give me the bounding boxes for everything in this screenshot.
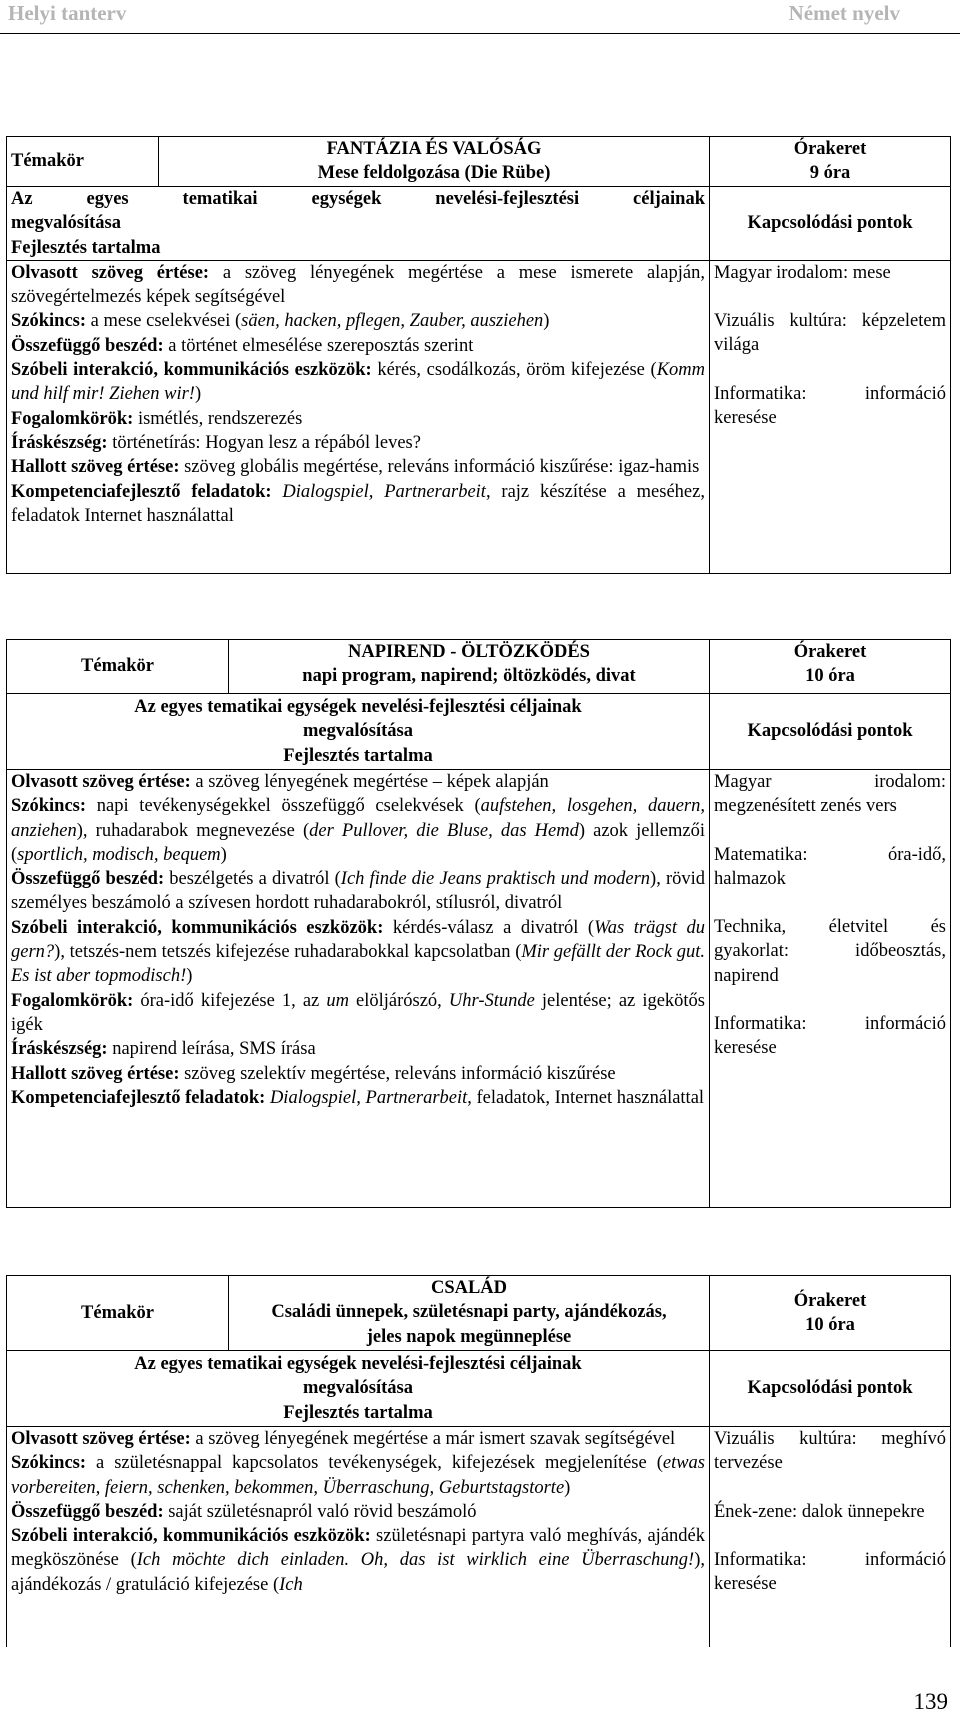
- german-example: Ich möchte dich einladen. Oh, das ist wirklich eine Überraschung!: [136, 1550, 695, 1571]
- paragraph-label: Hallott szöveg értése:: [11, 457, 180, 478]
- paragraph-text: ): [220, 844, 227, 865]
- content-paragraph: [11, 431, 705, 455]
- content-paragraph: [11, 1062, 705, 1086]
- content-paragraph: [11, 1427, 705, 1451]
- paragraph-label: Szóbeli interakció, kommunikációs eszközök:: [11, 1526, 371, 1547]
- content-cell: [7, 1427, 710, 1648]
- paragraph-label: Szókincs:: [11, 1453, 87, 1474]
- paragraph-text: ) azok jellemzői (: [11, 820, 705, 865]
- paragraph-label: Összefüggő beszéd:: [11, 1501, 164, 1522]
- paragraph-label: Összefüggő beszéd:: [11, 335, 164, 356]
- unit-table-3: [6, 1275, 951, 1647]
- link-item: Technika, életvitel és gyakorlat: időbeosztás, napirend: [714, 917, 946, 986]
- content-paragraph: [11, 1037, 705, 1061]
- paragraph-text: saját születésnapról való rövid beszámoló: [163, 1501, 477, 1522]
- paragraph-text: óra-idő kifejezése 1, az: [133, 990, 327, 1011]
- goals-line3: Fejlesztés tartalma: [283, 745, 433, 766]
- content-paragraph: [11, 867, 705, 916]
- paragraph-label: Olvasott szöveg értése:: [11, 772, 191, 792]
- link-item: Ének-zene: dalok ünnepekre: [714, 1501, 925, 1522]
- paragraph-text: ): [186, 966, 193, 987]
- links-header: Kapcsolódási pontok: [710, 1351, 951, 1427]
- link-item: Informatika: információ keresése: [714, 1549, 946, 1595]
- paragraph-text: kérdés-válasz a divatról (: [383, 917, 595, 938]
- german-example: säen, hacken, pflegen, Zauber, ausziehen: [241, 311, 544, 332]
- link-item: Informatika: információ keresése: [714, 383, 946, 429]
- paragraph-text: ), ajándékozás / gratuláció kifejezése (: [11, 1550, 705, 1595]
- paragraph-text: jelentése; az igekötős igék: [11, 990, 706, 1035]
- paragraph-text: ), rövid személyes beszámoló a szívesen hordott ruhadarabokról, stílusról, divatról: [11, 869, 705, 914]
- content-cell: [7, 770, 710, 1208]
- goals-line2: megvalósítása: [303, 1378, 413, 1399]
- content-paragraph: [11, 1500, 705, 1524]
- goals-line2: megvalósítása: [11, 213, 121, 234]
- unit-title-cell: [229, 640, 710, 694]
- paragraph-text: történetírás: Hogyan lesz a répából leves?: [107, 432, 421, 453]
- orakeret-label: Órakeret: [793, 139, 867, 159]
- link-item: Magyar irodalom: megzenésített zenés vers: [714, 772, 946, 817]
- link-item: Matematika: óra-idő, halmazok: [714, 844, 946, 889]
- link-item: Vizuális kultúra: képzeletem világa: [714, 311, 946, 356]
- links-cell: [710, 770, 951, 1208]
- content-paragraph: [11, 1451, 705, 1500]
- hours-value: 9 óra: [809, 163, 851, 184]
- german-example: Uhr-Stunde: [448, 990, 535, 1011]
- paragraph-label: Szókincs:: [11, 311, 87, 332]
- paragraph-label: Olvasott szöveg értése:: [11, 262, 210, 283]
- paragraph-text: ismétlés, rendszerezés: [133, 408, 303, 429]
- temakor-label: Témakör: [7, 640, 229, 694]
- content-cell: [7, 260, 710, 573]
- paragraph-text: a történet elmesélése szereposztás szerint: [163, 335, 474, 356]
- content-paragraph: [11, 309, 705, 333]
- paragraph-text: születésnapi partyra való meghívás, ajándék megköszönése (: [11, 1526, 705, 1571]
- paragraph-text: a mese cselekvései (: [86, 311, 242, 332]
- temakor-label: Témakör: [7, 1276, 229, 1351]
- link-item: Informatika: információ keresése: [714, 1014, 946, 1059]
- content-paragraph: [11, 916, 705, 989]
- page-number: 139: [913, 1689, 948, 1714]
- links-cell: [710, 1427, 951, 1648]
- unit-subtitle: Családi ünnepek, születésnapi party, ajándékozás, jeles napok megünneplése: [271, 1302, 667, 1347]
- paragraph-text: ): [543, 311, 550, 332]
- content-paragraph: [11, 261, 705, 310]
- unit-table-1: [6, 136, 951, 574]
- unit-subtitle: napi program, napirend; öltözködés, divat: [302, 666, 636, 687]
- paragraph-label: Kompetenciafejlesztő feladatok:: [11, 1087, 266, 1108]
- paragraph-text: szöveg globális megértése, releváns információ kiszűrése: igaz-hamis: [179, 457, 700, 478]
- content-paragraph: [11, 480, 705, 529]
- paragraph-text: kérés, csodálkozás, öröm kifejezése (: [371, 360, 657, 381]
- paragraph-label: Íráskészség:: [11, 432, 108, 453]
- links-header: Kapcsolódási pontok: [710, 187, 951, 261]
- unit-title: NAPIREND - ÖLTÖZKÖDÉS: [348, 642, 590, 662]
- links-header: Kapcsolódási pontok: [710, 694, 951, 770]
- paragraph-text: [272, 482, 283, 502]
- goals-line1: Az egyes tematikai egységek nevelési-fejlesztési céljainak: [134, 1354, 582, 1375]
- goals-line3: Fejlesztés tartalma: [11, 237, 161, 258]
- german-example: sportlich, modisch, bequem: [17, 844, 221, 865]
- german-example: der Pullover, die Bluse, das Hemd: [309, 820, 579, 841]
- paragraph-label: Összefüggő beszéd:: [11, 869, 165, 890]
- goals-line3: Fejlesztés tartalma: [283, 1402, 433, 1423]
- temakor-label: Témakör: [7, 137, 159, 187]
- goals-header: [7, 694, 710, 770]
- paragraph-text: , feladatok, Internet használattal: [467, 1087, 705, 1108]
- content-paragraph: [11, 989, 705, 1038]
- paragraph-text: napirend leírása, SMS írása: [107, 1039, 316, 1060]
- orakeret-label: Órakeret: [793, 1290, 867, 1311]
- paragraph-text: a születésnappal kapcsolatos tevékenységek, kifejezések megjelenítése (: [86, 1453, 663, 1474]
- paragraph-text: beszélgetés a divatról (: [164, 869, 341, 890]
- german-example: etwas vorbereiten, feiern, schenken, bekommen, Überraschung, Geburtstagstorte: [11, 1453, 705, 1498]
- paragraph-text: ), ruhadarabok megnevezése (: [76, 820, 310, 841]
- content-paragraph: [11, 1086, 705, 1110]
- hours-cell: [710, 137, 951, 187]
- goals-line1: Az egyes tematikai egységek nevelési-fejlesztési céljainak: [11, 189, 705, 209]
- links-cell: [710, 260, 951, 573]
- goals-header: [7, 1351, 710, 1427]
- paragraph-text: , rajz készítése a meséhez, feladatok Internet használattal: [11, 481, 705, 526]
- german-example: Dialogspiel, Partnerarbeit: [282, 481, 486, 502]
- hours-cell: [710, 640, 951, 694]
- paragraph-label: Szókincs:: [11, 796, 87, 817]
- german-example: Was trägst du gern?: [11, 917, 705, 963]
- content-paragraph: [11, 1524, 705, 1597]
- content-paragraph: [11, 455, 705, 479]
- paragraph-text: napi tevékenységekkel összefüggő cselekvések (: [86, 796, 481, 817]
- paragraph-text: a szöveg lényegének megértése a már ismert szavak segítségével: [190, 1429, 676, 1449]
- content-paragraph: [11, 770, 705, 794]
- hours-value: 10 óra: [805, 666, 855, 687]
- paragraph-text: ): [194, 384, 202, 405]
- paragraph-label: Olvasott szöveg értése:: [11, 1429, 191, 1449]
- paragraph-text: elöljárószó,: [348, 990, 449, 1011]
- unit-title-cell: [159, 137, 710, 187]
- unit-title: CSALÁD: [430, 1278, 508, 1298]
- paragraph-label: Szóbeli interakció, kommunikációs eszközök:: [11, 917, 384, 938]
- hours-cell: [710, 1276, 951, 1351]
- paragraph-label: Fogalomkörök:: [11, 990, 134, 1011]
- content-paragraph: [11, 407, 705, 431]
- orakeret-label: Órakeret: [793, 642, 867, 662]
- paragraph-label: Íráskészség:: [11, 1039, 108, 1060]
- german-example: Komm und hilf mir! Ziehen wir!: [11, 360, 706, 405]
- header-left-title: Helyi tanterv: [8, 1, 127, 25]
- content-paragraph: [11, 358, 705, 407]
- german-example: Ich finde die Jeans praktisch und modern: [340, 869, 651, 890]
- unit-subtitle: Mese feldolgozása (Die Rübe): [317, 163, 551, 184]
- paragraph-label: Hallott szöveg értése:: [11, 1063, 180, 1084]
- link-item: Magyar irodalom: mese: [714, 262, 891, 283]
- unit-table-2: [6, 639, 951, 1208]
- paragraph-label: Szóbeli interakció, kommunikációs eszközök:: [11, 360, 372, 381]
- content-paragraph: [11, 794, 705, 867]
- goals-header: [7, 187, 710, 261]
- german-example: Dialogspiel, Partnerarbeit: [269, 1087, 468, 1108]
- german-example: aufstehen, losgehen, dauern, anziehen: [11, 796, 705, 841]
- goals-line1: Az egyes tematikai egységek nevelési-fejlesztési céljainak: [134, 697, 582, 718]
- content-paragraph: [11, 334, 705, 358]
- german-example: Ich: [279, 1574, 303, 1595]
- paragraph-text: szöveg szelektív megértése, releváns információ kiszűrése: [179, 1063, 616, 1084]
- header-right-title: Német nyelv: [788, 1, 900, 25]
- paragraph-text: a szöveg lényegének megértése a mese ismerete alapján, szövegértelmezés képek segítségével: [11, 262, 705, 308]
- goals-line2: megvalósítása: [303, 721, 413, 742]
- page-header: [0, 0, 960, 34]
- link-item: Vizuális kultúra: meghívó tervezése: [714, 1429, 946, 1474]
- paragraph-text: ): [564, 1477, 571, 1498]
- paragraph-label: Fogalomkörök:: [11, 408, 134, 429]
- hours-value: 10 óra: [805, 1315, 855, 1335]
- unit-title-cell: [229, 1276, 710, 1351]
- unit-title: FANTÁZIA ÉS VALÓSÁG: [326, 139, 542, 159]
- paragraph-label: Kompetenciafejlesztő feladatok:: [11, 481, 272, 502]
- paragraph-text: ), tetszés-nem tetszés kifejezése ruhadarabokkal kapcsolatban (: [54, 942, 522, 963]
- german-example: Mir gefällt der Rock gut. Es ist aber topmodisch!: [11, 942, 705, 987]
- german-example: um: [326, 990, 349, 1011]
- paragraph-text: a szöveg lényegének megértése – képek alapján: [190, 772, 549, 792]
